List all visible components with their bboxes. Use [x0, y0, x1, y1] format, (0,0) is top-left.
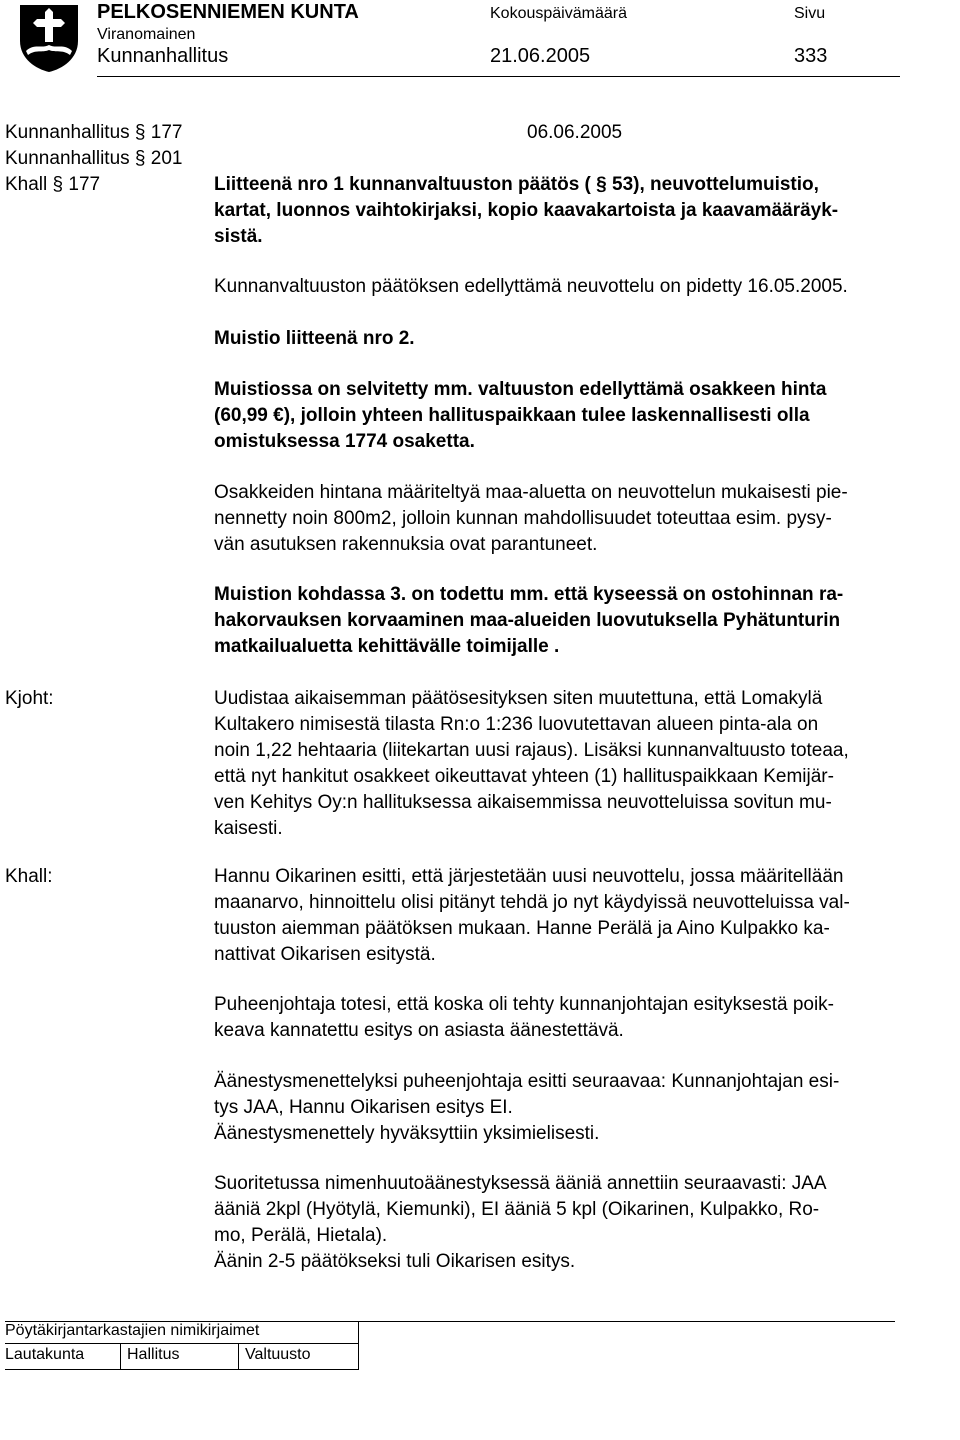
header-rule [97, 76, 900, 77]
history-line-3: Khall § 177 [5, 174, 101, 195]
org-name: PELKOSENNIEMEN KUNTA [97, 1, 359, 23]
footer-col-hallitus: Hallitus [127, 1346, 180, 1363]
page-number: 333 [794, 45, 828, 67]
memo-price-paragraph: Muistiossa on selvitetty mm. valtuuston edellyttämä osakkeen hinta (60,99 €), jolloin yhteen hallituspaikkaan tulee laskennallisesti olla omistuksessa 1774 osaketta. [214, 379, 827, 452]
attachments-paragraph: Liitteenä nro 1 kunnanvaltuuston päätös ( § 53), neuvottelumuistio, kartat, luonnos vaihtokirjaksi, kopio kaavakartoista ja kaavamääräyk- sistä. [214, 174, 839, 247]
signature-box [5, 1321, 359, 1370]
land-area-paragraph: Osakkeiden hintana määriteltyä maa-aluetta on neuvottelun mukaisesti pie- nennetty noin 800m2, jolloin kunnan mahdollisuudet toteuttaa esim. pysy- vän asutuksen rakennuksia ovat parantuneet. [214, 482, 848, 555]
memo-point-3-paragraph: Muistion kohdassa 3. on todettu mm. että kyseessä on ostohinnan ra- hakorvauksen korvaaminen maa-alueiden luovutuksella Pyhätunturin matkailualuetta kehittävälle toimijalle . [214, 584, 844, 657]
meeting-date: 21.06.2005 [490, 45, 591, 67]
voting-procedure: Äänestysmenettelyksi puheenjohtaja esitti seuraavaa: Kunnanjohtajan esi- tys JAA, Hannu Oikarisen esitys EI. Äänestysmenettely hyväksyttiin yksimielisesti. [214, 1071, 840, 1144]
authority-value: Kunnanhallitus [97, 45, 229, 67]
footer-divider-1 [120, 1343, 121, 1369]
khall-decision: Hannu Oikarinen esitti, että järjestetään uusi neuvottelu, jossa määritellään maanarvo, hinnoittelu olisi pitänyt tehdä jo nyt käydyissä neuvotteluissa val- tuuston aiemman päätöksen mukaan. Hanne Perälä ja Aino Kulpakko ka- nattivat Oikarisen esitystä. [214, 866, 850, 965]
crest-icon [18, 3, 80, 73]
page-label: Sivu [794, 5, 826, 22]
kjoht-proposal: Uudistaa aikaisemman päätösesityksen siten muutettuna, että Lomakylä Kultakero nimisestä tilasta Rn:o 1:236 luovutettavan alueen pinta-ala on noin 1,22 hehtaaria (liitekartan uusi rajaus). Lisäksi kunnanvaltuusto toteaa, että nyt hankitut osakkeet oikeuttavat yhteen (1) hallituspaikkaan Kemijär- ven Kehitys Oy:n hallituksessa aikaisemmissa neuvotteluissa sovitun mu- kaisesti. [214, 688, 849, 839]
history-line-1-date: 06.06.2005 [527, 122, 623, 143]
municipality-crest [18, 3, 80, 73]
authority-label: Viranomainen [97, 26, 196, 43]
memo-attachment-paragraph: Muistio liitteenä nro 2. [214, 328, 415, 349]
kjoht-label: Kjoht: [5, 688, 54, 709]
history-line-2: Kunnanhallitus § 201 [5, 148, 183, 169]
footer-col-valtuusto: Valtuusto [245, 1346, 311, 1363]
chair-statement: Puheenjohtaja totesi, että koska oli tehty kunnanjohtajan esityksestä poik- keava kannatettu esitys on asiasta äänestettävä. [214, 994, 834, 1041]
footer-title: Pöytäkirjantarkastajien nimikirjaimet [5, 1322, 260, 1339]
meeting-date-label: Kokouspäivämäärä [490, 5, 627, 22]
footer-inner-rule [5, 1343, 358, 1344]
history-line-1: Kunnanhallitus § 177 [5, 122, 183, 143]
voting-result: Suoritetussa nimenhuutoäänestyksessä ääniä annettiin seuraavasti: JAA ääniä 2kpl (Hyötylä, Kiemunki), EI ääniä 5 kpl (Oikarinen, Kulpakko, Ro- mo, Perälä, Hietala). Äänin 2-5 päätökseksi tuli Oikarisen esitys. [214, 1173, 827, 1272]
khall-label: Khall: [5, 866, 53, 887]
negotiation-paragraph: Kunnanvaltuuston päätöksen edellyttämä neuvottelu on pidetty 16.05.2005. [214, 276, 848, 297]
footer-col-lautakunta: Lautakunta [5, 1346, 85, 1363]
footer-divider-2 [238, 1343, 239, 1369]
